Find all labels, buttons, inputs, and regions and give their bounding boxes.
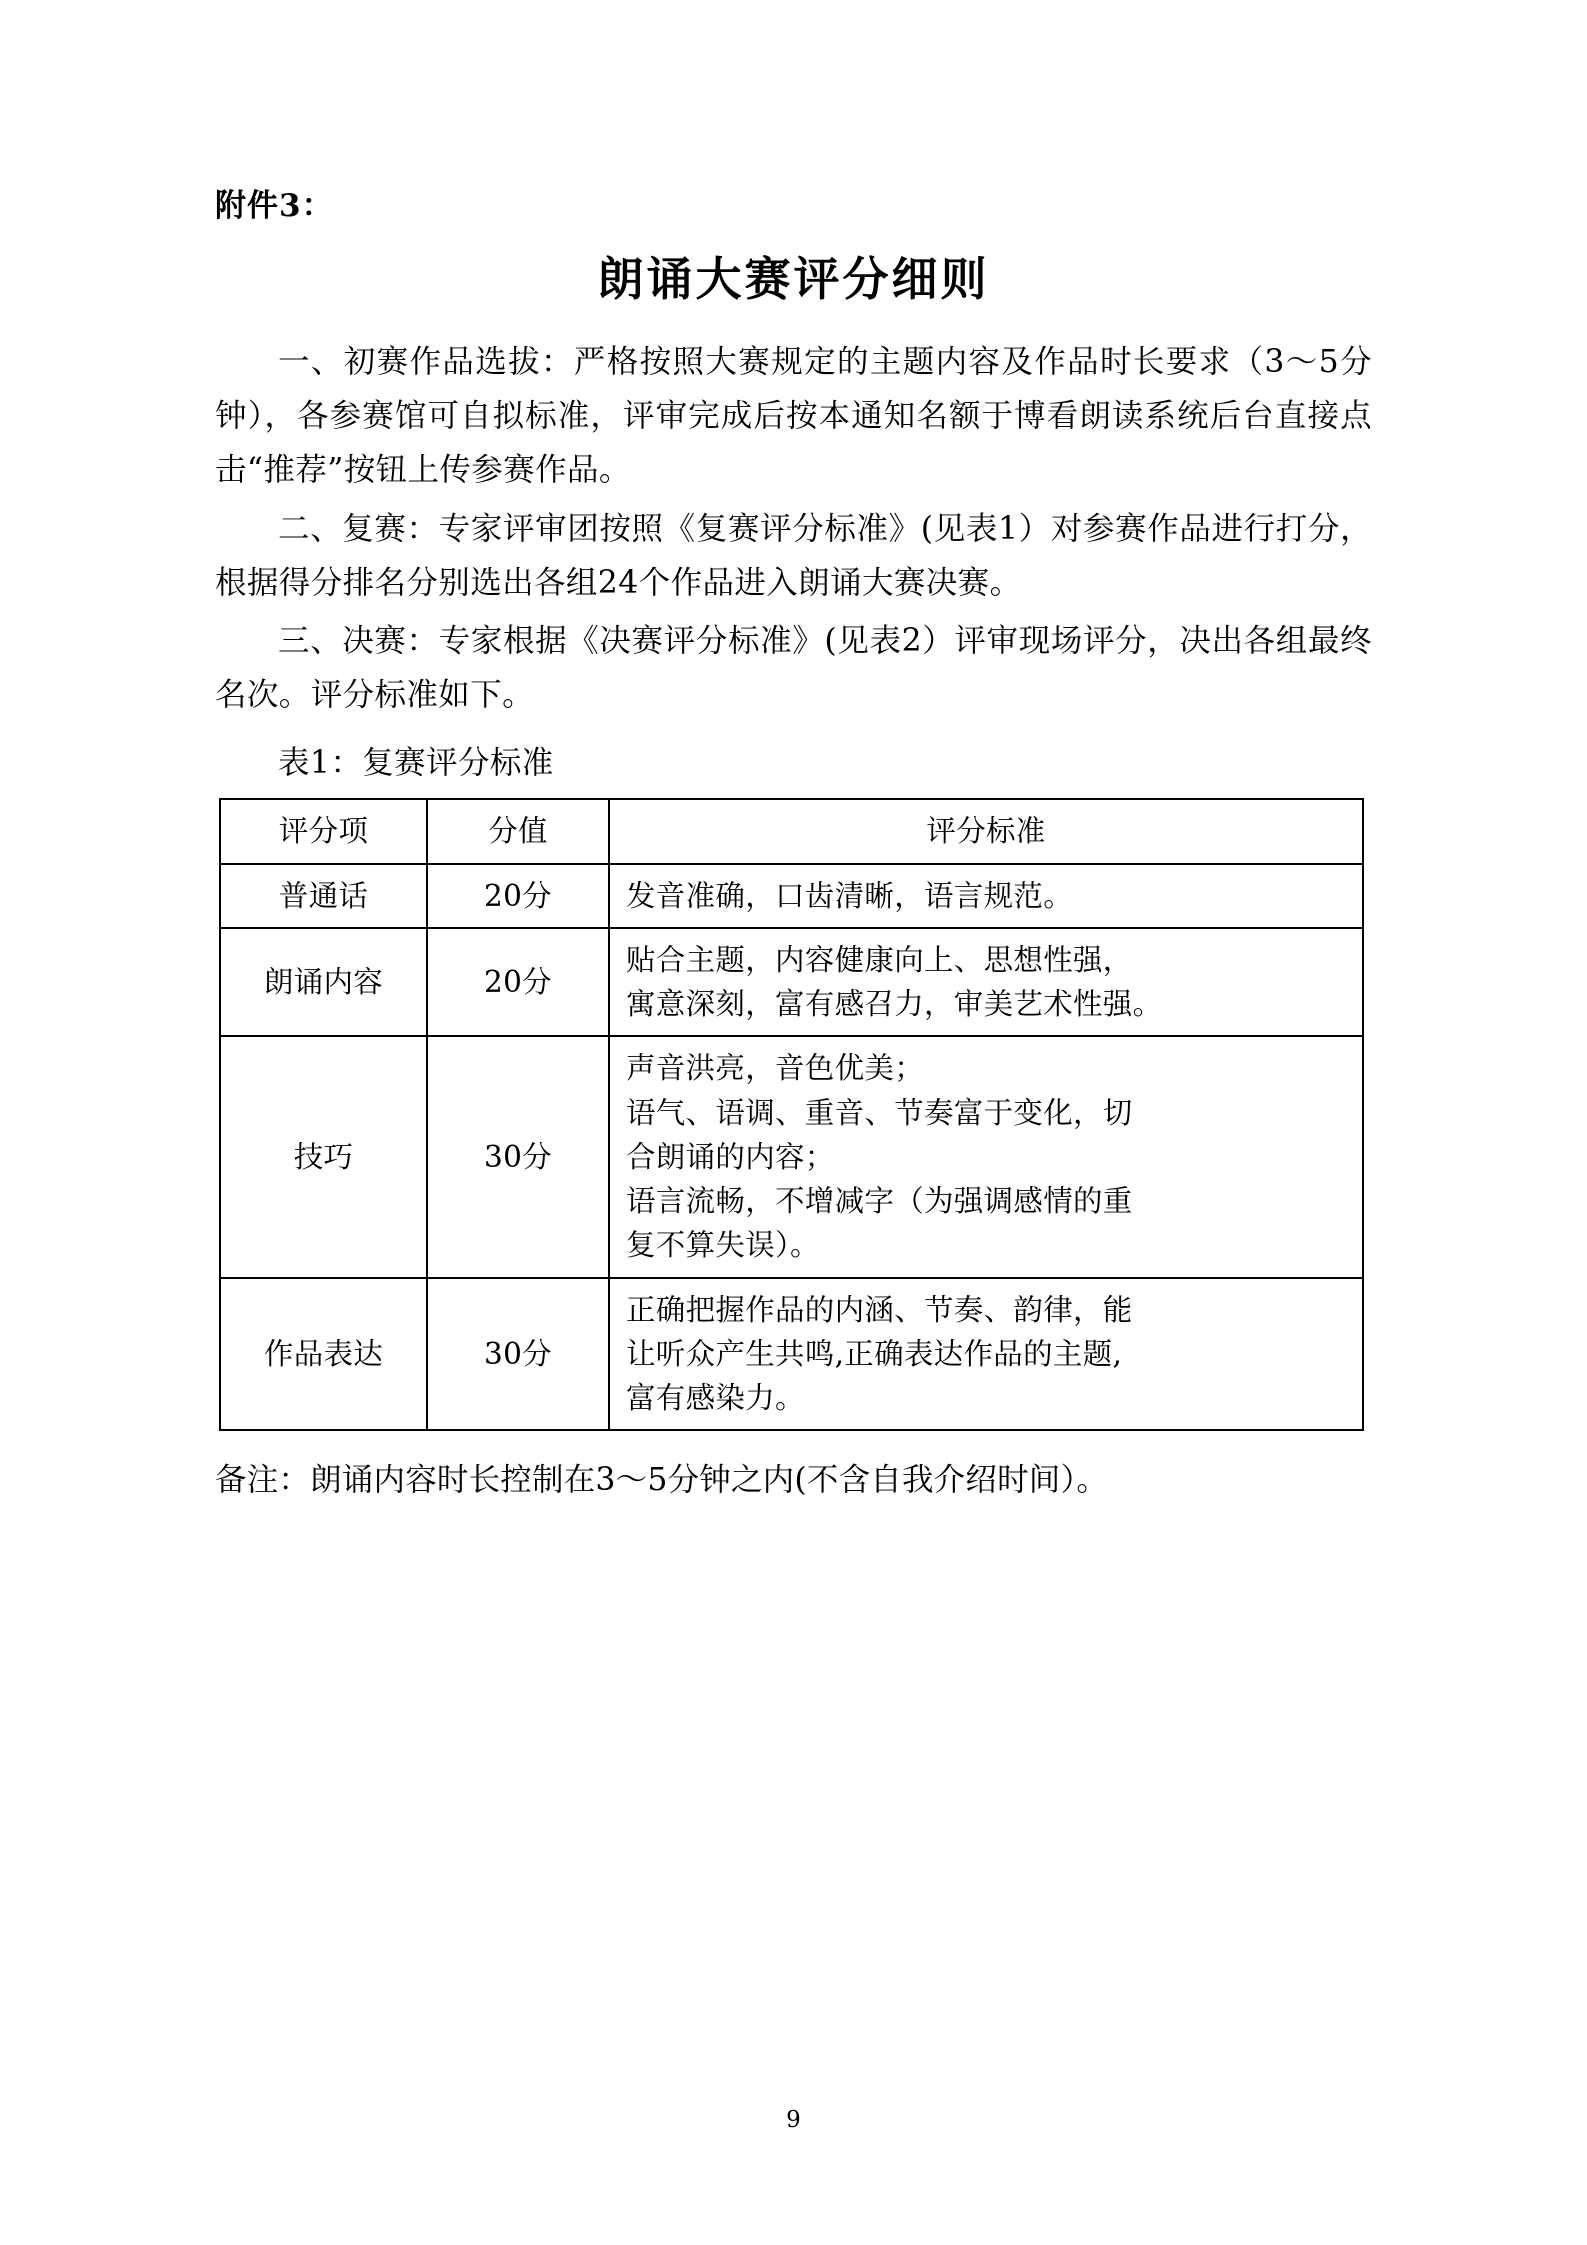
row-criteria [609,1278,1363,1431]
table-row [220,1036,1363,1277]
table-header-criteria: 评分标准 [609,799,1363,863]
page-title: 朗诵大赛评分细则 [597,252,990,306]
criteria-line: 发音准确，口齿清晰，语言规范。 [626,878,1074,913]
criteria-line: 合朗诵的内容； [626,1139,835,1174]
criteria-line: 语气、语调、重音、节奏富于变化，切 [626,1095,1133,1130]
criteria-line: 正确把握作品的内涵、节奏、韵律，能 [626,1292,1133,1327]
row-item: 普通话 [220,864,427,928]
paragraph-preliminary-selection: 一、初赛作品选拔：严格按照大赛规定的主题内容及作品时长要求（3～5分钟），各参赛馆可自拟标准，评审完成后按本通知名额于博看朗读系统后台直接点击“推荐”按钮上传参赛作品。 [215,344,1372,489]
criteria-line: 让听众产生共鸣,正确表达作品的主题, [626,1336,1123,1371]
row-item: 技巧 [220,1036,427,1277]
table-note: 备注：朗诵内容时长控制在3～5分钟之内(不含自我介绍时间）。 [215,1462,1109,1499]
table-row [220,864,1363,928]
table-header-row [220,799,1363,863]
row-score: 20分 [427,864,609,928]
table-caption: 表1：复赛评分标准 [278,745,554,782]
criteria-line: 贴合主题，内容健康向上、思想性强， [626,942,1133,977]
paragraph-final: 三、决赛：专家根据《决赛评分标准》(见表2）评审现场评分，决出各组最终名次。评分标准如下。 [215,622,1372,714]
row-criteria [609,864,1363,928]
table-row [220,1278,1363,1431]
page-number: 9 [786,2107,801,2133]
scoring-table [219,798,1364,1431]
criteria-line: 声音洪亮，音色优美； [626,1051,925,1086]
criteria-line: 复不算失误）。 [626,1228,820,1263]
row-score: 30分 [427,1278,609,1431]
criteria-line: 语言流畅，不增减字（为强调感情的重 [626,1184,1133,1219]
row-criteria [609,928,1363,1037]
table-header-item: 评分项 [220,799,427,863]
paragraph-semifinal: 二、复赛：专家评审团按照《复赛评分标准》(见表1）对参赛作品进行打分，根据得分排名分别选出各组24个作品进入朗诵大赛决赛。 [215,510,1372,601]
attachment-label: 附件3： [215,188,334,224]
criteria-line: 寓意深刻，富有感召力，审美艺术性强。 [626,987,1163,1022]
table-header-score: 分值 [427,799,609,863]
row-score: 20分 [427,928,609,1037]
row-item: 朗诵内容 [220,928,427,1037]
table-row [220,928,1363,1037]
row-score: 30分 [427,1036,609,1277]
row-criteria [609,1036,1363,1277]
row-item: 作品表达 [220,1278,427,1431]
criteria-line: 富有感染力。 [626,1381,805,1416]
